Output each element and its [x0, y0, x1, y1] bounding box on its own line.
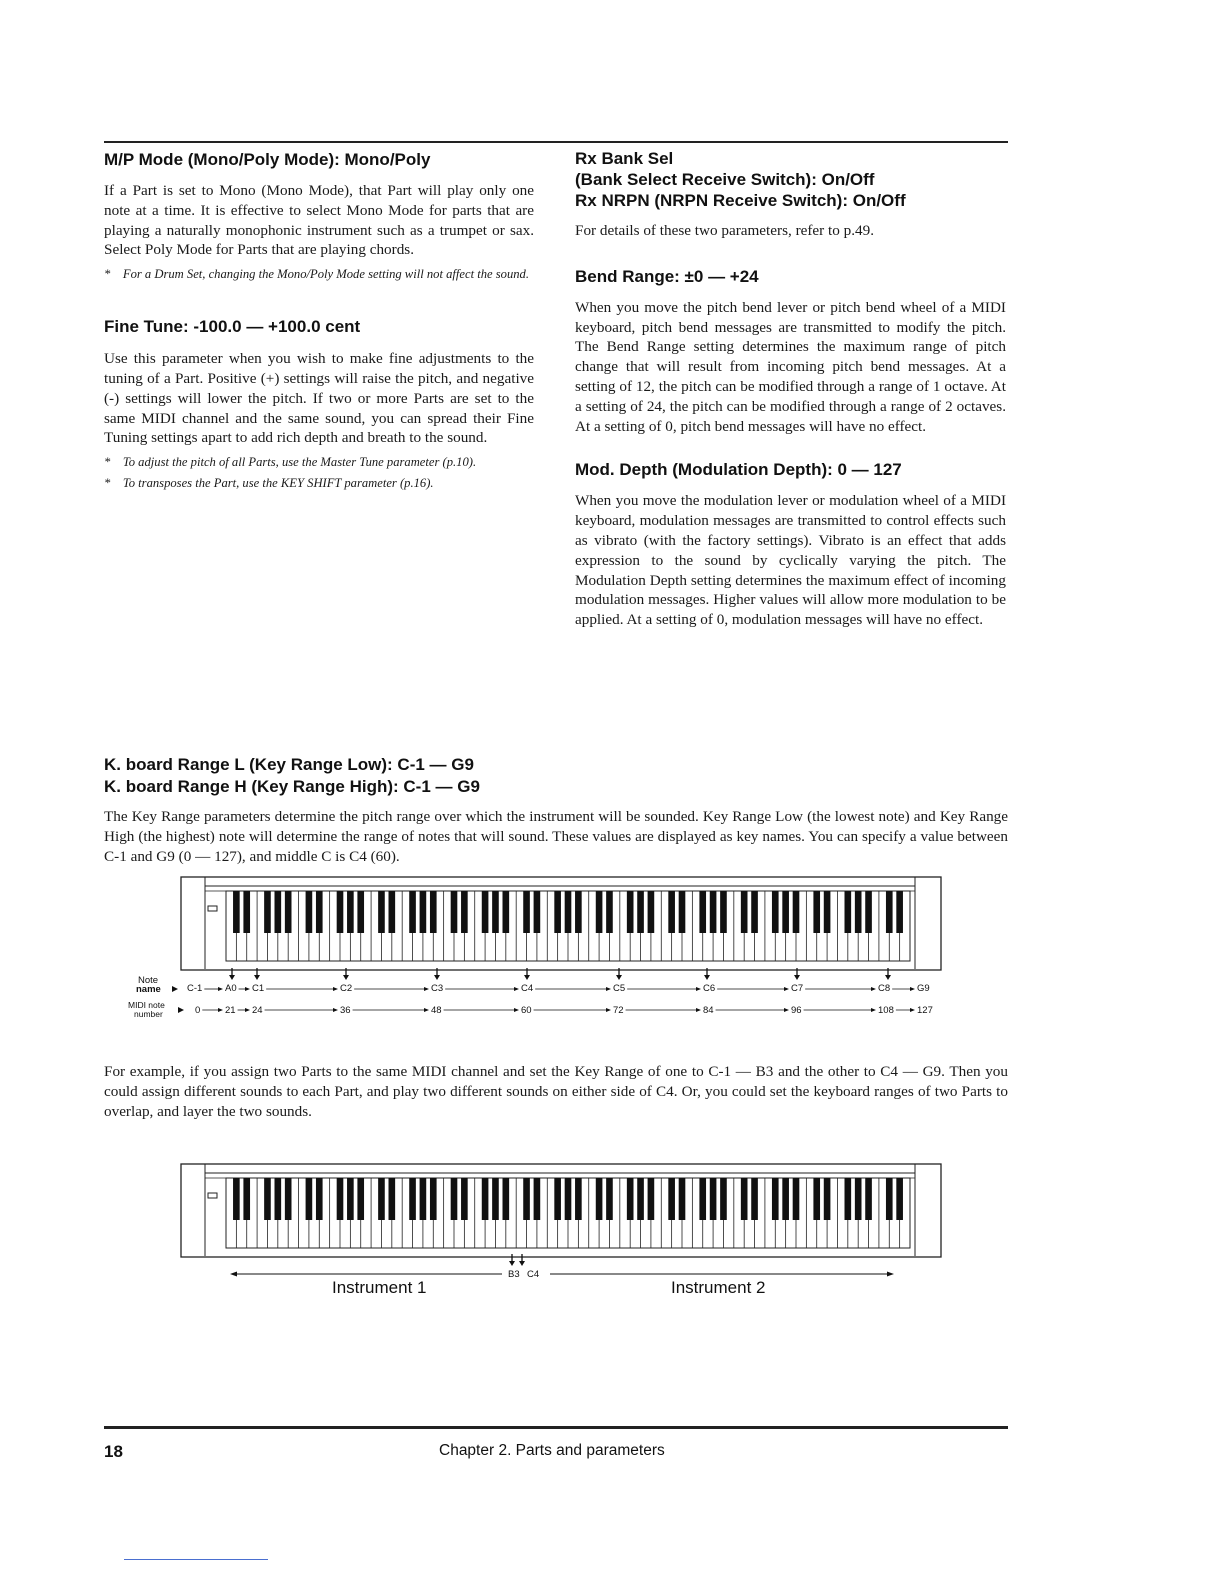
black-key — [720, 891, 727, 933]
key-range-low-heading: K. board Range L (Key Range Low): C-1 — G9 — [104, 755, 474, 774]
black-key — [554, 891, 561, 933]
note-number-10: 127 — [917, 1005, 933, 1016]
black-key — [389, 1178, 396, 1220]
black-key — [264, 891, 271, 933]
black-key — [782, 1178, 789, 1220]
right-arrow-icon — [606, 1008, 611, 1012]
chapter-title: Chapter 2. Parts and parameters — [439, 1442, 665, 1459]
rx-bank-heading-1: Rx Bank Sel — [575, 149, 674, 168]
black-key — [668, 1178, 675, 1220]
down-arrow-icon — [794, 975, 800, 980]
black-key — [813, 891, 820, 933]
black-key — [306, 1178, 313, 1220]
keyboard-diagram-1 — [180, 876, 944, 971]
black-key — [575, 891, 582, 933]
fine-tune-note-2-text: To transposes the Part, use the KEY SHIFT parameter (p.16). — [122, 476, 434, 491]
down-arrow-icon — [704, 975, 710, 980]
right-arrow-icon — [550, 1272, 894, 1277]
right-arrow-icon — [178, 1007, 184, 1013]
down-arrow-icon — [343, 975, 349, 980]
note-name-6: C5 — [613, 983, 626, 994]
right-arrow-icon — [696, 987, 701, 991]
right-arrow-icon — [696, 1008, 701, 1012]
right-arrow-icon — [172, 986, 178, 992]
black-key — [606, 1178, 613, 1220]
key-range-high-heading: K. board Range H (Key Range High): C-1 — G9 — [104, 777, 480, 796]
note-number-2: 24 — [252, 1005, 263, 1016]
black-key — [845, 1178, 852, 1220]
right-arrow-icon — [910, 987, 915, 991]
black-key — [233, 891, 240, 933]
black-key — [378, 891, 385, 933]
black-key — [285, 1178, 292, 1220]
black-key — [772, 1178, 779, 1220]
down-arrow-icon — [254, 975, 260, 980]
note-name-9: C8 — [878, 983, 891, 994]
black-key — [264, 1178, 271, 1220]
right-arrow-icon — [333, 1008, 338, 1012]
note-name-3: C2 — [340, 983, 353, 994]
right-column — [575, 148, 1006, 630]
black-key — [793, 1178, 800, 1220]
black-key — [596, 891, 603, 933]
black-key — [554, 1178, 561, 1220]
black-key — [865, 891, 872, 933]
black-key — [896, 891, 903, 933]
black-key — [824, 1178, 831, 1220]
note-name-7: C6 — [703, 983, 716, 994]
right-arrow-icon — [784, 987, 789, 991]
black-key — [699, 891, 706, 933]
black-key — [637, 891, 644, 933]
mp-mode-note: * For a Drum Set, changing the Mono/Poly Mode setting will not affect the sound. — [104, 267, 529, 282]
black-key — [782, 891, 789, 933]
down-arrow-icon — [524, 975, 530, 980]
bend-range-body: When you move the pitch bend lever or pitch bend wheel of a MIDI keyboard, pitch bend messages are transmitted to modify the pitch. The Bend Range setting determines the maximum range of pitch change that will result from incoming pitch bend messages. At a setting of 12, the pitch can be modified through a range of 1 octave. At a setting of 24, the pitch can be modified through a range of 2 octaves. At a setting of 0, pitch bend messages will have no effect. — [575, 298, 1006, 435]
left-column — [104, 150, 534, 492]
right-arrow-icon — [333, 987, 338, 991]
right-arrow-icon — [871, 987, 876, 991]
black-key — [679, 891, 686, 933]
number-label: number — [134, 1009, 163, 1019]
black-key — [430, 891, 437, 933]
down-arrow-icon — [509, 1254, 525, 1266]
key-range-section — [104, 754, 1008, 866]
right-arrow-icon — [218, 1008, 223, 1012]
right-arrow-icon — [424, 1008, 429, 1012]
black-key — [337, 1178, 344, 1220]
right-arrow-icon — [910, 1008, 915, 1012]
right-arrow-icon — [514, 987, 519, 991]
black-key — [772, 891, 779, 933]
black-key — [751, 891, 758, 933]
black-key — [886, 1178, 893, 1220]
right-arrow-icon — [514, 1008, 519, 1012]
black-key — [503, 1178, 510, 1220]
black-key — [306, 891, 313, 933]
black-key — [648, 891, 655, 933]
note-name-5: C4 — [521, 983, 534, 994]
note-number-7: 84 — [703, 1005, 714, 1016]
midi-note-label: MIDI note — [128, 1000, 165, 1010]
black-key — [865, 1178, 872, 1220]
mod-depth-heading: Mod. Depth (Modulation Depth): 0 — 127 — [575, 460, 902, 480]
note-name-10: G9 — [917, 983, 930, 994]
mp-mode-note-text: For a Drum Set, changing the Mono/Poly Mode setting will not affect the sound. — [122, 267, 529, 282]
black-key — [275, 1178, 282, 1220]
black-key — [492, 1178, 499, 1220]
black-key — [275, 891, 282, 933]
black-key — [534, 1178, 541, 1220]
black-key — [710, 1178, 717, 1220]
right-arrow-icon — [784, 1008, 789, 1012]
black-key — [896, 1178, 903, 1220]
black-key — [347, 891, 354, 933]
instrument-1-label: Instrument 1 — [332, 1278, 427, 1297]
note-number-5: 60 — [521, 1005, 532, 1016]
black-key — [420, 1178, 427, 1220]
black-key — [720, 1178, 727, 1220]
black-key — [389, 891, 396, 933]
black-key — [316, 1178, 323, 1220]
note-number-8: 96 — [791, 1005, 802, 1016]
black-key — [741, 1178, 748, 1220]
note-name-4: C3 — [431, 983, 444, 994]
black-key — [596, 1178, 603, 1220]
fine-tune-body: Use this parameter when you wish to make fine adjustments to the tuning of a Part. Positive (+) settings will raise the pitch, and negative (-) settings will lower the pitch. If two or more Parts are set to the same MIDI channel and the same sound, you can spread their Fine Tuning settings apart to add rich depth and breath to the sound. — [104, 350, 534, 447]
note-number-3: 36 — [340, 1005, 351, 1016]
diagram-arrows — [120, 965, 950, 1025]
note-name-2: C1 — [252, 983, 265, 994]
key-range-body: The Key Range parameters determine the pitch range over which the instrument will be sounded. Key Range Low (the lowest note) and Key Range High (the highest) note will determine the range of notes that will sound. These values are displayed as key names. You can specify a value between C-1 and G9 (0 — 127), and middle C is C4 (60). — [104, 808, 1008, 865]
rx-body: For details of these two parameters, refer to p.49. — [575, 222, 875, 239]
note-number-1: 21 — [225, 1005, 236, 1016]
black-key — [606, 891, 613, 933]
black-key — [233, 1178, 240, 1220]
page-number: 18 — [104, 1442, 123, 1461]
mp-mode-heading: M/P Mode (Mono/Poly Mode): Mono/Poly — [104, 150, 431, 169]
black-key — [855, 1178, 862, 1220]
down-arrow-icon — [434, 975, 440, 980]
black-key — [430, 1178, 437, 1220]
mod-depth-body: When you move the modulation lever or modulation wheel of a MIDI keyboard, modulation messages are transmitted to control effects such as vibrato (with the factory settings). Vibrato is an effect that adds expression to the sound by cyclically varying the pitch. The Modulation Depth setting determines the maximum effect of incoming modulation messages. Higher values will allow more modulation to be applied. At a setting of 0, modulation messages will have no effect. — [575, 492, 1006, 629]
black-key — [886, 891, 893, 933]
black-key — [347, 1178, 354, 1220]
right-arrow-icon — [245, 987, 250, 991]
black-key — [243, 1178, 250, 1220]
right-arrow-icon — [218, 987, 223, 991]
black-key — [482, 891, 489, 933]
down-arrow-icon — [229, 975, 235, 980]
note-name-8: C7 — [791, 983, 804, 994]
mp-mode-body: If a Part is set to Mono (Mono Mode), that Part will play only one note at a time. It is effective to select Mono Mode for parts that are playing a naturally monophonic instrument such as a trumpet or sax. Select Poly Mode for Parts that are playing chords. — [104, 182, 534, 259]
example-section — [104, 1062, 1008, 1121]
black-key — [378, 1178, 385, 1220]
black-key — [357, 1178, 364, 1220]
black-key — [855, 891, 862, 933]
black-key — [710, 891, 717, 933]
note-number-4: 48 — [431, 1005, 442, 1016]
note-number-6: 72 — [613, 1005, 624, 1016]
black-key — [793, 891, 800, 933]
black-key — [699, 1178, 706, 1220]
b3-label: B3 — [508, 1269, 520, 1280]
example-body: For example, if you assign two Parts to the same MIDI channel and set the Key Range of one to C-1 — B3 and the other to C4 — G9. Then you could assign different sounds to each Part, and play two different sounds on either side of C4. Or, you could set the keyboard ranges of two Parts to overlap, and layer the two sounds. — [104, 1063, 1008, 1120]
note-name-1: A0 — [225, 983, 237, 994]
black-key — [285, 891, 292, 933]
black-key — [409, 1178, 416, 1220]
bend-range-heading: Bend Range: ±0 — +24 — [575, 266, 759, 286]
footer-rule — [104, 1426, 1008, 1429]
black-key — [668, 891, 675, 933]
split-arrows — [220, 1252, 910, 1282]
right-arrow-icon — [245, 1008, 250, 1012]
black-key — [420, 891, 427, 933]
black-key — [316, 891, 323, 933]
right-arrow-icon — [606, 987, 611, 991]
black-key — [627, 1178, 634, 1220]
black-key — [637, 1178, 644, 1220]
black-key — [461, 891, 468, 933]
black-key — [565, 1178, 572, 1220]
fine-tune-note-1-text: To adjust the pitch of all Parts, use the Master Tune parameter (p.10). — [122, 455, 477, 470]
fine-tune-heading: Fine Tune: -100.0 — +100.0 cent — [104, 317, 361, 337]
rx-bank-heading-2: (Bank Select Receive Switch): On/Off — [575, 170, 875, 189]
black-key — [845, 891, 852, 933]
black-key — [575, 1178, 582, 1220]
black-key — [648, 1178, 655, 1220]
black-key — [482, 1178, 489, 1220]
black-key — [523, 891, 530, 933]
black-key — [357, 891, 364, 933]
black-key — [679, 1178, 686, 1220]
black-key — [461, 1178, 468, 1220]
black-key — [243, 891, 250, 933]
link-underline — [124, 1559, 268, 1560]
fine-tune-note-2: * To transposes the Part, use the KEY SHIFT parameter (p.16). — [104, 476, 434, 491]
black-key — [451, 891, 458, 933]
note-number-9: 108 — [878, 1005, 894, 1016]
c4-label: C4 — [527, 1269, 540, 1280]
black-key — [751, 1178, 758, 1220]
instrument-2-label: Instrument 2 — [671, 1278, 766, 1297]
black-key — [409, 891, 416, 933]
keyboard-diagram-2 — [180, 1163, 944, 1258]
black-key — [523, 1178, 530, 1220]
black-key — [492, 891, 499, 933]
name-label: name — [136, 984, 161, 995]
black-key — [534, 891, 541, 933]
black-key — [451, 1178, 458, 1220]
note-name-0: C-1 — [187, 983, 203, 994]
black-key — [627, 891, 634, 933]
right-arrow-icon — [871, 1008, 876, 1012]
fine-tune-note-1: * To adjust the pitch of all Parts, use the Master Tune parameter (p.10). — [104, 455, 477, 470]
right-arrow-icon — [424, 987, 429, 991]
black-key — [503, 891, 510, 933]
note-number-0: 0 — [195, 1005, 201, 1016]
down-arrow-icon — [616, 975, 622, 980]
black-key — [337, 891, 344, 933]
top-rule — [104, 141, 1008, 143]
black-key — [824, 891, 831, 933]
black-key — [741, 891, 748, 933]
note-label: Note — [138, 975, 159, 986]
black-key — [813, 1178, 820, 1220]
rx-nrpn-heading: Rx NRPN (NRPN Receive Switch): On/Off — [575, 191, 906, 210]
down-arrow-icon — [885, 975, 891, 980]
left-arrow-icon — [230, 1272, 502, 1277]
black-key — [565, 891, 572, 933]
